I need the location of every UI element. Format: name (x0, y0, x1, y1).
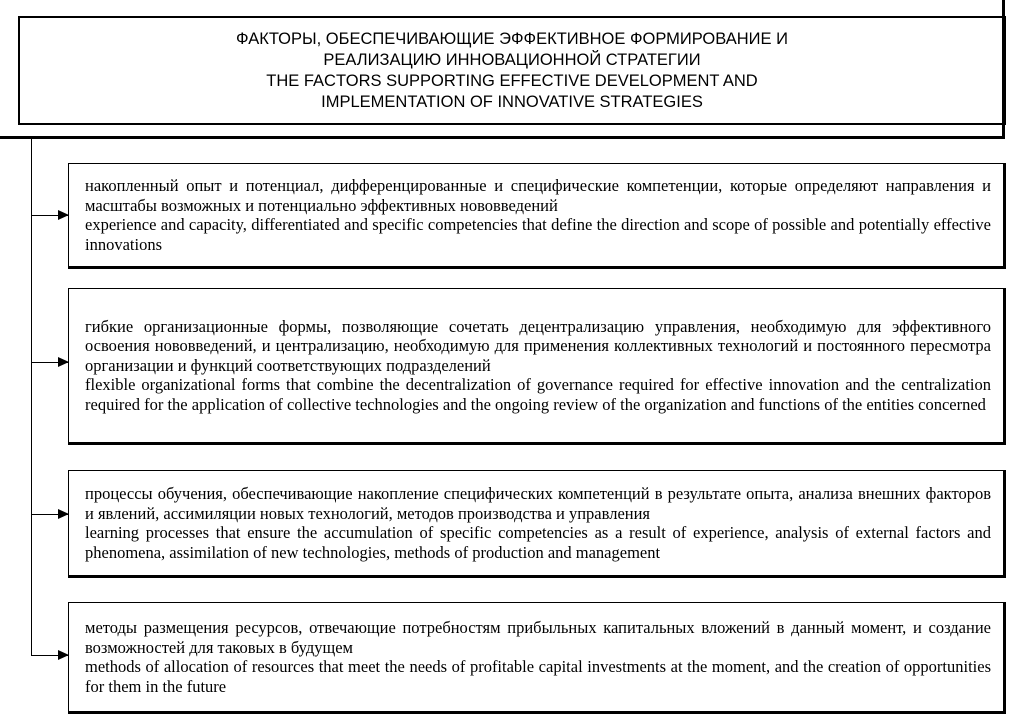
arrow-to-factor-1 (31, 215, 68, 216)
factor-4-ru: методы размещения ресурсов, отвечающие потребностям прибыльных капитальных вложений в данный момент, и создание возможностей для таковых в будущем (85, 618, 991, 657)
factor-1-en: experience and capacity, differentiated and specific competencies that define the direction and scope of possible and potentially effective innovations (85, 215, 991, 254)
factor-1-ru: накопленный опыт и потенциал, дифференцированные и специфические компетенции, которые определяют направления и масштабы возможных и потенциально эффективных нововведений (85, 176, 991, 215)
title-en-line-2: IMPLEMENTATION OF INNOVATIVE STRATEGIES (321, 92, 703, 111)
factor-2-en: flexible organizational forms that combine the decentralization of governance required for effective innovation and the centralization required for the application of collective technologies and the ongoing review of the organization and functions of the entities concerned (85, 375, 991, 414)
factor-3-ru: процессы обучения, обеспечивающие накопление специфических компетенций в результате опыта, анализа внешних факторов и явлений, ассимиляции новых технологий, методов производства и управления (85, 484, 991, 523)
arrow-to-factor-2 (31, 362, 68, 363)
title-ru-line-1: ФАКТОРЫ, ОБЕСПЕЧИВАЮЩИЕ ЭФФЕКТИВНОЕ ФОРМИРОВАНИЕ И (236, 29, 788, 48)
factor-box-2 (68, 288, 1006, 445)
factor-3-en: learning processes that ensure the accumulation of specific competencies as a result of experience, analysis of external factors and phenomena, assimilation of new technologies, methods of production and management (85, 523, 991, 562)
factor-box-3 (68, 470, 1006, 578)
connector-spine (31, 139, 32, 656)
factor-box-4 (68, 602, 1006, 714)
diagram-title (18, 16, 1006, 125)
title-ru-line-2: РЕАЛИЗАЦИЮ ИННОВАЦИОННОЙ СТРАТЕГИИ (323, 50, 701, 69)
factor-4-en: methods of allocation of resources that meet the needs of profitable capital investments at the moment, and the creation of opportunities for them in the future (85, 657, 991, 696)
title-en-line-1: THE FACTORS SUPPORTING EFFECTIVE DEVELOPMENT AND (266, 71, 758, 90)
arrow-to-factor-4 (31, 655, 68, 656)
factor-box-1 (68, 163, 1006, 269)
factor-2-ru: гибкие организационные формы, позволяющие сочетать децентрализацию управления, необходимую для эффективного освоения нововведений, и централизацию, необходимую для применения коллективных технологий и постоянного пересмотра организации и функций соответствующих подразделений (85, 316, 991, 375)
arrow-to-factor-3 (31, 514, 68, 515)
